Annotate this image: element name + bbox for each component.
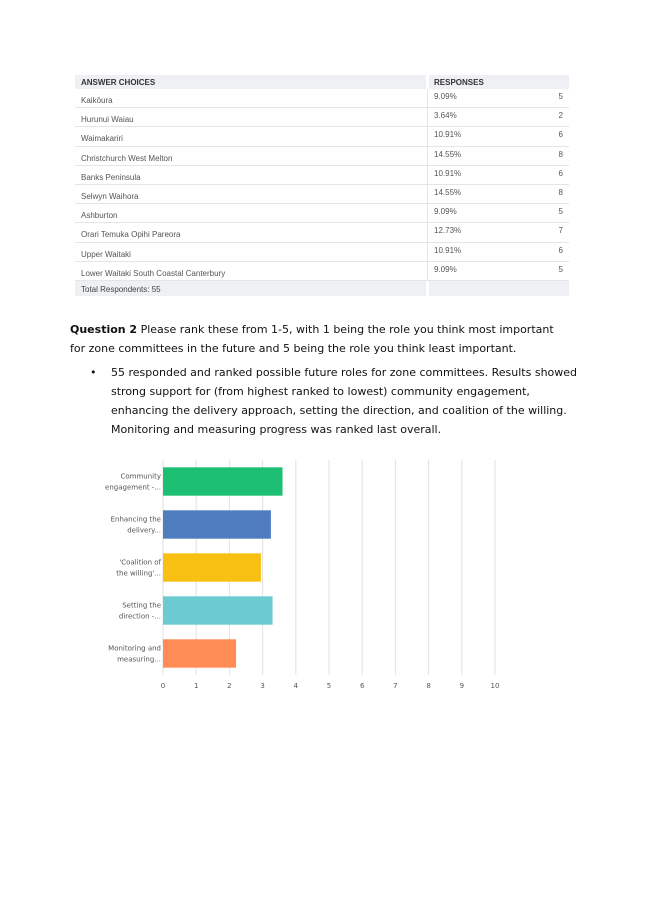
column-divider [427,204,428,222]
bar [163,510,271,538]
table-row [75,185,569,204]
column-divider [427,108,428,126]
category-label: 'Coalition of [119,558,161,567]
category-label: measuring... [117,655,161,664]
table-row [75,89,569,108]
response-percent-cell: 12.73% [434,226,462,236]
response-percent-cell: 10.91% [434,245,462,255]
answer-choices-header: ANSWER CHOICES [81,78,156,87]
responses-table [75,75,569,296]
chart-svg [95,455,515,700]
column-divider [427,223,428,241]
response-percent-cell: 14.55% [434,149,462,159]
column-divider [427,147,428,165]
response-percent-cell: 9.09% [434,264,457,274]
response-count-cell: 8 [558,187,563,197]
footer-left-cell [75,281,426,296]
table-row [75,204,569,223]
answer-choice-cell: Waimakariri [81,134,123,144]
response-count-cell: 5 [558,264,563,274]
response-percent-cell: 9.09% [434,92,457,101]
table-row [75,166,569,185]
bar [163,553,261,581]
answer-choice-cell: Ashburton [81,211,118,221]
ranking-bar-chart [95,455,515,700]
response-percent-cell: 10.91% [434,130,462,140]
category-label: delivery... [127,526,161,535]
response-percent-cell: 10.91% [434,168,462,178]
bullet-text: 55 responded and ranked possible future roles for zone committees. Results showed strong support for (from highest ranked to lowest) community engagement, enhancing the delivery approach, setting the direction, and coalition of the willing. Monitoring and measuring progress was ranked last overall. [111,366,578,436]
bullet-marker: • [90,366,97,379]
bar [163,639,236,667]
response-count-cell: 5 [558,92,563,101]
question-text: Please rank these from 1-5, with 1 being the role you think most important for zone committees in the future and 5 being the role you think least important. [70,323,554,355]
footer-right-cell [429,281,569,296]
answer-choice-cell: Banks Peninsula [81,172,141,182]
response-count-cell: 6 [558,130,563,140]
category-label: engagement -... [105,483,161,492]
x-tick-label: 0 [160,682,166,690]
question-paragraph [70,320,570,358]
column-divider [427,262,428,280]
table-header [75,75,569,89]
response-count-cell: 2 [558,111,563,121]
response-count-cell: 8 [558,149,563,159]
answer-choice-cell: Orari Temuka Opihi Pareora [81,230,181,240]
x-tick-label: 10 [490,682,500,690]
table-row [75,147,569,166]
column-divider [427,185,428,203]
table-body [75,89,569,281]
table-row [75,262,569,281]
answer-choice-cell: Upper Waitaki [81,249,131,259]
response-count-cell: 5 [558,207,563,217]
response-count-cell: 7 [558,226,563,236]
x-tick-label: 8 [426,682,431,690]
column-divider [427,89,428,107]
category-label: Community [120,472,161,481]
x-tick-label: 3 [260,682,265,690]
answer-choice-cell: Selwyn Waihora [81,191,139,201]
header-divider [426,75,429,89]
column-divider [427,127,428,145]
answer-choice-cell: Lower Waitaki South Coastal Canterbury [81,268,226,278]
response-count-cell: 6 [558,168,563,178]
answer-choice-cell: Christchurch West Melton [81,153,173,163]
table-row [75,127,569,146]
table-row [75,223,569,242]
x-tick-label: 7 [393,682,398,690]
column-divider [427,166,428,184]
x-tick-label: 2 [227,682,232,690]
x-tick-label: 4 [293,682,299,690]
answer-choice-cell: Hurunui Waiau [81,115,134,125]
response-percent-cell: 9.09% [434,207,457,217]
total-respondents: Total Respondents: 55 [81,284,161,294]
table-row [75,243,569,262]
category-label: direction -... [118,612,161,621]
bar [163,596,273,624]
answer-choice-cell: Kaikōura [81,96,113,105]
bar [163,467,283,495]
response-percent-cell: 14.55% [434,187,462,197]
category-label: Enhancing the [110,515,161,524]
response-percent-cell: 3.64% [434,111,457,121]
x-tick-label: 9 [459,682,465,690]
x-tick-label: 6 [359,682,365,690]
column-divider [427,243,428,261]
category-label: the willing'... [116,569,161,578]
category-label: Setting the [122,601,161,610]
category-label: Monitoring and [108,644,161,653]
response-count-cell: 6 [558,245,563,255]
x-tick-label: 5 [326,682,332,690]
table-footer [75,281,569,296]
x-tick-label: 1 [193,682,199,690]
table-row [75,108,569,127]
question-label: Question 2 [70,323,138,336]
responses-header: RESPONSES [434,78,484,87]
